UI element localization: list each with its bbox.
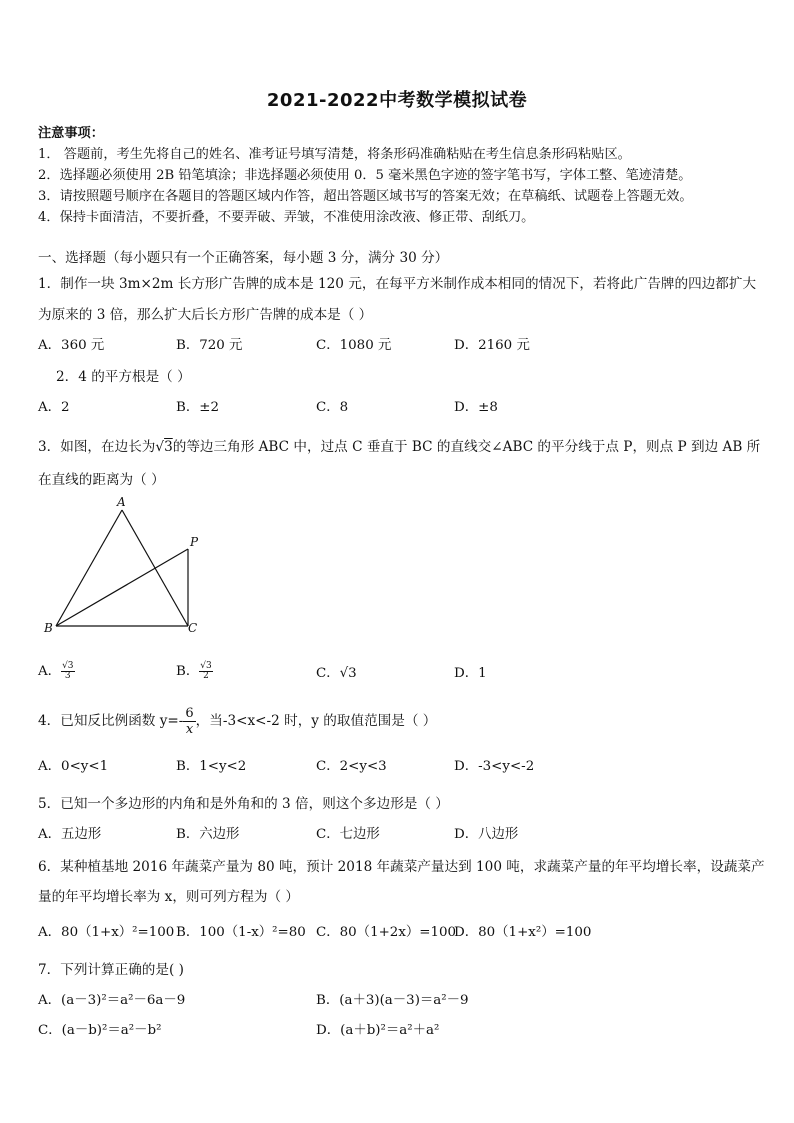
q5-option-d: D．八边形: [454, 827, 519, 842]
q3-option-a-numerator: √3: [62, 661, 74, 671]
section-heading: 一、选择题（每小题只有一个正确答案，每小题 3 分，满分 30 分）: [38, 250, 449, 266]
q3-text-part1: 3．如图，在边长为: [38, 439, 156, 455]
q1-option-a: A．360 元: [38, 338, 105, 353]
segment-bp: [56, 549, 188, 626]
q6-option-b: B．100（1-x）²=80: [176, 925, 306, 940]
q3-option-b-label: B．: [176, 664, 200, 679]
notice-item-3: 3．请按照题号顺序在各题目的答题区域内作答，超出答题区域书写的答案无效；在草稿纸、试题卷上答题无效。: [38, 189, 693, 204]
q4-option-c: C．2<y<3: [316, 759, 387, 774]
q7-option-b: B．(a＋3)(a－3)＝a²－9: [316, 993, 469, 1008]
q4-option-b: B．1<y<2: [176, 759, 247, 774]
q3-option-c: [316, 662, 357, 681]
q3-option-a-label: A．: [38, 664, 62, 679]
q1-text-line1: 1．制作一块 3m×2m 长方形广告牌的成本是 120 元，在每平方米制作成本相同的情况下，若将此广告牌的四边都扩大: [38, 276, 757, 292]
q4-fraction-denominator: x: [185, 722, 194, 737]
q7-option-a: A．(a－3)²＝a²－6a－9: [38, 993, 186, 1008]
q3-sqrt-value: 3: [164, 439, 173, 455]
q7-text: 7．下列计算正确的是( ): [38, 962, 184, 978]
sqrt-symbol: √: [155, 439, 165, 455]
q4-text-part1: 4．已知反比例函数 y=-: [38, 713, 184, 729]
q7-option-d: D．(a＋b)²＝a²＋a²: [316, 1023, 440, 1038]
q6-option-d: D．80（1+x²）=100: [454, 925, 592, 940]
q3-option-d: D．1: [454, 666, 487, 681]
q5-option-a: A．五边形: [38, 827, 102, 842]
q7-option-c: C．(a－b)²＝a²－b²: [38, 1023, 162, 1038]
q3-triangle-figure: [40, 494, 210, 640]
segment-ba: [56, 510, 122, 626]
q2-option-d: D．±8: [454, 400, 498, 415]
notice-heading: 注意事项：: [38, 126, 104, 141]
q3-option-b: [176, 660, 213, 681]
q4-option-a: A．0<y<1: [38, 759, 109, 774]
q5-option-c: C．七边形: [316, 827, 380, 842]
q4-text: [38, 706, 436, 737]
q4-text-part2: ，当-3<x<-2 时，y 的取值范围是（ ）: [195, 713, 437, 729]
q1-option-d: D．2160 元: [454, 338, 530, 353]
q6-text-line2: 量的年平均增长率为 x，则可列方程为（ ）: [38, 889, 299, 905]
q3-option-b-numerator: √3: [200, 661, 212, 671]
q3-text-part2: 的等边三角形 ABC 中，过点 C 垂直于 BC 的直线交∠ABC 的平分线于点 P，则点 P 到边 AB 所: [172, 439, 761, 455]
q3-option-c-value: √3: [339, 666, 357, 681]
notice-item-2: 2．选择题必须使用 2B 铅笔填涂；非选择题必须使用 0．5 毫米黑色字迹的签字笔书写，字体工整、笔迹清楚。: [38, 168, 692, 183]
notice-item-1: 1． 答题前，考生先将自己的姓名、准考证号填写清楚，将条形码准确粘贴在考生信息条形码粘贴区。: [38, 147, 631, 162]
q3-text-line1: [38, 435, 760, 455]
q1-option-c: C．1080 元: [316, 338, 392, 353]
q3-option-a-fraction: [61, 662, 74, 681]
q1-text-line2: 为原来的 3 倍，那么扩大后长方形广告牌的成本是（ ）: [38, 307, 373, 323]
q2-option-a: A．2: [38, 400, 70, 415]
label-point-a: A: [117, 495, 126, 509]
q6-option-a: A．80（1+x）²=100: [38, 925, 175, 940]
q3-option-b-fraction: [199, 662, 212, 681]
q4-fraction-numerator: 6: [185, 706, 194, 721]
q3-option-a: [38, 660, 75, 681]
q3-option-a-denominator: 3: [64, 671, 71, 681]
q6-text-line1: 6．某种植基地 2016 年蔬菜产量为 80 吨，预计 2018 年蔬菜产量达到 100 吨，求蔬菜产量的年平均增长率，设蔬菜产: [38, 859, 765, 875]
label-point-c: C: [188, 621, 198, 635]
q5-text: 5．已知一个多边形的内角和是外角和的 3 倍，则这个多边形是（ ）: [38, 796, 449, 812]
q3-option-b-denominator: 2: [203, 671, 209, 681]
label-point-b: B: [44, 621, 53, 635]
q4-option-d: D．-3<y<-2: [454, 759, 535, 774]
q2-option-b: B．±2: [176, 400, 219, 415]
q1-option-b: B．720 元: [176, 338, 243, 353]
q3-option-c-label: C．: [316, 666, 340, 681]
notice-item-4: 4．保持卡面清洁，不要折叠，不要弄破、弄皱，不准使用涂改液、修正带、刮纸刀。: [38, 210, 535, 225]
q4-fraction: [183, 706, 195, 737]
q6-option-c: C．80（1+2x）=100: [316, 925, 457, 940]
page-title: 2021-2022中考数学模拟试卷: [266, 90, 528, 111]
label-point-p: P: [190, 535, 199, 549]
q2-text: 2．4 的平方根是（ ）: [56, 369, 191, 385]
q3-text-line2: 在直线的距离为（ ）: [38, 472, 165, 488]
q2-option-c: C．8: [316, 400, 349, 415]
q5-option-b: B．六边形: [176, 827, 240, 842]
